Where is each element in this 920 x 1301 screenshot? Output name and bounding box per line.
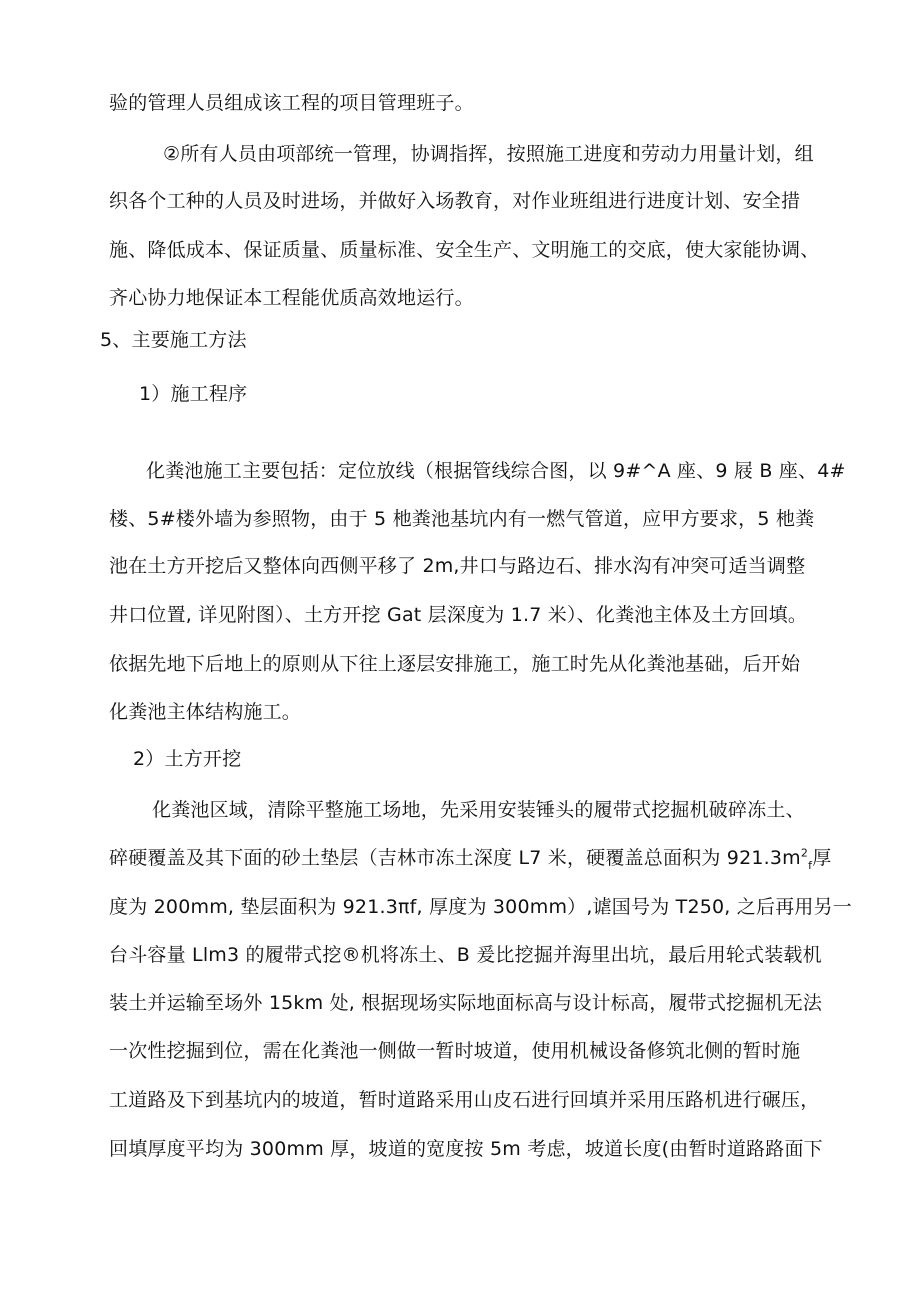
text-line: 验的管理人员组成该工程的项目管理班子。	[109, 92, 474, 114]
subsection-heading: 1）施工程序	[139, 383, 248, 405]
superscript: 2	[800, 846, 809, 860]
text-line: 齐心协力地保证本工程能优质高效地运行。	[109, 287, 474, 309]
text-line: ②所有人员由项部统一管理，协调指挥，按照施工进度和劳动力用量计划，组	[163, 143, 814, 165]
text-line: 织各个工种的人员及时进场，并做好入场教育，对作业班组进行进度计划、安全措	[109, 190, 801, 212]
text-line: 井口位置, 详见附图）、土方开挖 Gat 层深度为 1.7 米）、化粪池主体及土方回填。	[109, 604, 808, 626]
text-line: 回填厚度平均为 300mm 厚，坡道的宽度按 5m 考虑，坡道长度(由暂时道路路面下	[109, 1138, 823, 1160]
text-line: 化粪池施工主要包括：定位放线（根据管线综合图，以 9#^A 座、9 屐 B 座、4#	[146, 460, 846, 482]
section-heading: 5、主要施工方法	[100, 329, 247, 351]
subsection-heading: 2）土方开挖	[133, 748, 242, 770]
text-line: 池在土方开挖后又整体向西侧平移了 2m,井口与路边石、排水沟有冲突可适当调整	[109, 555, 806, 577]
text-line: 一次性挖掘到位，需在化粪池一侧做一暂时坡道，使用机械设备修筑北侧的暂时施	[109, 1040, 801, 1062]
text-segment: 厚	[812, 847, 832, 869]
text-line: 台斗容量 Llm3 的履带式挖®机将冻土、B 爰比挖掘并海里出坑，最后用轮式装载机	[109, 944, 822, 966]
text-line: 度为 200mm, 垫层面积为 921.3πf, 厚度为 300mm）,谑国号为 T250, 之后再用另一	[109, 896, 852, 918]
text-line: 化粪池主体结构施工。	[109, 701, 302, 723]
text-line-with-superscript	[109, 845, 831, 871]
subscript: f	[808, 858, 813, 872]
text-segment: 碎硬覆盖及其下面的砂土垫层（吉林市冻土深度 L7 米，硬覆盖总面积为 921.3m	[109, 847, 801, 869]
text-line: 工道路及下到基坑内的坡道，暂时道路采用山皮石进行回填并采用压路机进行碾压，	[109, 1089, 820, 1111]
text-line: 装土并运输至场外 15km 处, 根据现场实际地面标高与设计标高，履带式挖掘机无法	[109, 992, 823, 1014]
text-line: 施、降低成本、保证质量、质量标准、安全生产、文明施工的交底，使大家能协调、	[109, 239, 820, 261]
text-line: 化粪池区域，清除平整施工场地，先采用安装锤头的履带式挖掘机破碎冻土、	[152, 799, 805, 821]
text-line: 依据先地下后地上的原则从下往上逐层安排施工，施工时先从化粪池基础，后开始	[109, 653, 801, 675]
text-line: 楼、5#楼外墙为参照物，由于 5 杝粪池基坑内有一燃气管道，应甲方要求，5 杝粪	[109, 508, 815, 530]
